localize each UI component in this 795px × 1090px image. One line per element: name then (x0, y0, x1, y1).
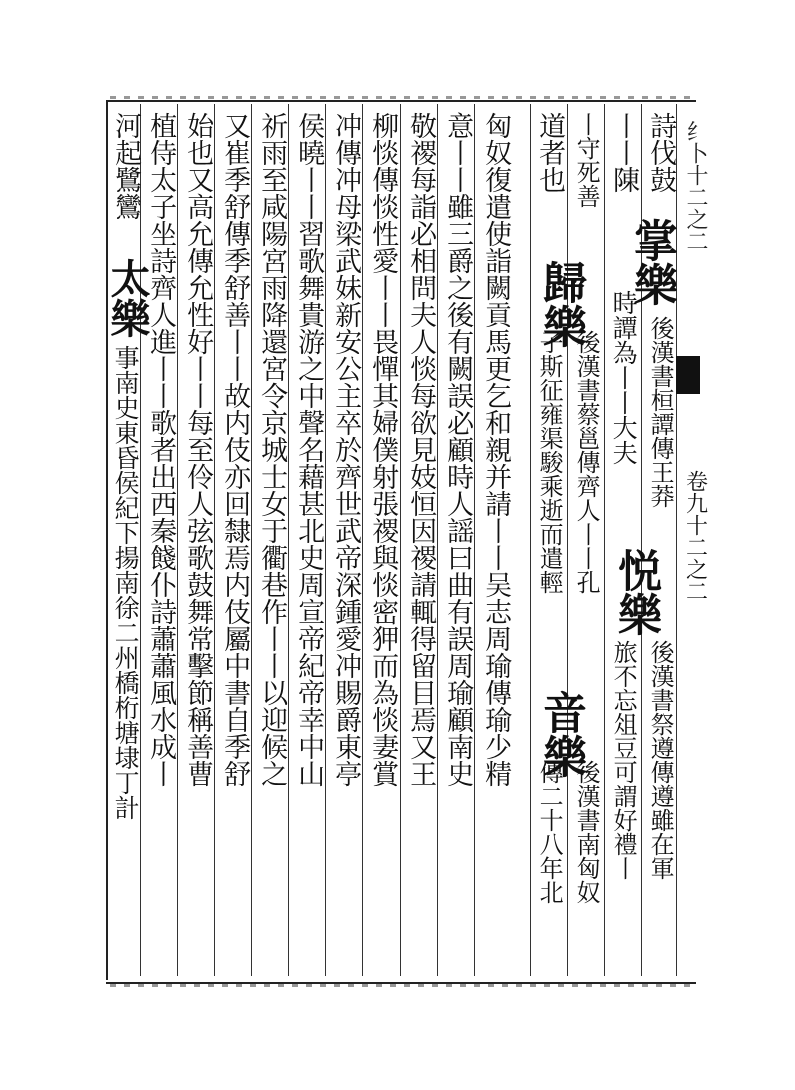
column-text: 侯曉丨丨習歌舞貴游之中聲名藉甚北史周宣帝紀帝幸中山 (293, 112, 325, 787)
margin-header-text: 纟卜十二之二 (683, 120, 708, 252)
column-rule (400, 104, 401, 976)
column-text: 詩伐鼓 (645, 112, 677, 193)
column-text: 意丨丨雖三爵之後有闕誤必顧時人謡曰曲有誤周瑜顧南史 (442, 112, 474, 787)
text-column-1-cont (643, 316, 677, 508)
heading-text: 悦樂 (610, 548, 661, 636)
text-column-13 (180, 112, 214, 787)
column-text: 後漢書南匈奴 (572, 760, 601, 904)
juan-number (682, 470, 708, 602)
column-text: 丨守死善 (572, 112, 601, 208)
column-rule (474, 104, 475, 976)
text-column-4-cont (532, 330, 566, 594)
text-column-2 (606, 112, 640, 193)
text-column-10 (291, 112, 325, 787)
column-text: 敬禝每詣必相問夫人惔每欲見妓恒因禝請輒得留目焉又王 (405, 112, 437, 787)
text-column-3-tail (569, 760, 603, 904)
text-column-7 (403, 112, 437, 787)
column-text: 時譚為丨丨大夫 (609, 290, 639, 465)
text-column-5 (478, 112, 512, 787)
column-text: 匈奴復遣使詣闕貢馬更乞和親并請丨丨吴志周瑜傳瑜少精 (480, 112, 512, 787)
column-rule (214, 104, 215, 976)
margin-header (680, 120, 710, 252)
column-text: 植侍太子坐詩齊人進丨丨歌者出西秦餞仆詩蕭蕭風水成丨 (145, 112, 177, 787)
text-column-15 (108, 112, 142, 220)
text-column-9 (328, 112, 362, 787)
text-column-14 (143, 112, 177, 787)
column-rule (530, 104, 531, 976)
column-rule (288, 104, 289, 976)
column-text: 祈雨至咸陽宮雨降還宮令京城士女于衢巷作丨丨以迎候之 (256, 112, 288, 787)
column-rule (251, 104, 252, 976)
column-rule (604, 104, 605, 976)
column-rule (325, 104, 326, 976)
heading-taile (104, 258, 151, 338)
column-text: 始也又高允傳允性好丨丨每至伶人弦歌鼓舞常擊節稱善曹 (182, 112, 214, 787)
text-column-2-tail (606, 640, 640, 880)
column-text: 事南史東昏侯紀下揚南徐二州橋桁塘埭丁計 (111, 345, 141, 820)
text-column-8 (365, 112, 399, 787)
column-text: 柳惔傳惔性愛丨丨畏憚其婦僕射張禝與惔密狎而為惔妻賞 (367, 112, 399, 787)
text-column-3 (569, 112, 603, 208)
heading-text: 歸樂 (535, 260, 586, 348)
column-text: 旅不忘俎豆可謂好禮丨 (609, 640, 638, 880)
text-column-1-tail (643, 640, 677, 880)
text-column-15-cont (108, 345, 142, 820)
text-column-6 (440, 112, 474, 787)
text-column-3-cont (569, 330, 603, 594)
column-text: 道者也 (534, 112, 566, 193)
column-text: 河起鷺鸞 (110, 112, 142, 220)
text-column-1 (643, 112, 677, 193)
column-rule (177, 104, 178, 976)
column-text: 後漢書蔡邕傳齊人丨丨孔 (572, 330, 601, 594)
top-border-dots (110, 96, 690, 99)
heading-yuele (612, 548, 662, 636)
column-text: 後漢書桓譚傳王莽 (646, 316, 675, 508)
bottom-border-dots (110, 984, 690, 987)
fish-tail-mark (676, 356, 700, 394)
column-text: 傳二十八年北 (535, 760, 564, 904)
juan-label: 卷九十二之二 (682, 470, 708, 602)
heading-text: 太樂 (104, 258, 151, 338)
column-text: 又崔季舒傳季舒善丨丨故内伎亦回隸焉内伎屬中書自季舒 (219, 112, 251, 787)
text-column-12 (217, 112, 251, 787)
text-column-2-cont (606, 290, 640, 465)
text-column-11 (254, 112, 288, 787)
column-rule (437, 104, 438, 976)
column-rule (362, 104, 363, 976)
column-text: 後漢書祭遵傳遵雖在軍 (646, 640, 675, 880)
column-text: 冲傳冲母梁武妹新安公主卒於齊世武帝深鍾愛冲賜爵東亭 (330, 112, 362, 787)
heading-text: 掌樂 (626, 218, 677, 306)
column-text: 子斯征雍渠駿乘逝而遣輕 (535, 330, 564, 594)
text-column-4 (532, 112, 566, 193)
column-text: 丨丨陳 (608, 112, 640, 193)
column-rule (567, 104, 568, 976)
heading-text: 音樂 (535, 690, 586, 778)
text-column-4-tail (532, 760, 566, 904)
